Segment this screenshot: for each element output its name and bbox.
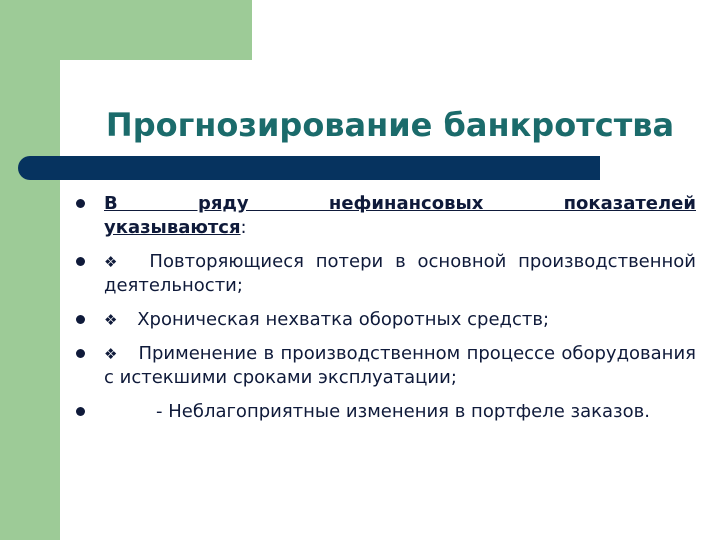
bullet-text: Применение в производственном процессе оборудования с истекшими сроками эксплуатации; [104,343,696,388]
diamond-marker-icon: ❖ [104,253,124,271]
bullet-text: Повторяющиеся потери в основной производственной деятельности; [104,251,696,296]
bullet-text: Неблагоприятные изменения в портфеле заказов. [168,401,650,422]
bullet-list [74,192,696,434]
bullet-item [74,192,696,240]
left-green-strip [0,0,60,540]
top-green-block [0,0,252,60]
bullet-item [74,308,696,332]
bullet-dot-icon [76,349,85,358]
slide-title: Прогнозирование банкротства [105,106,675,144]
bullet-dot-icon [76,407,85,416]
diamond-marker-icon: ❖ [104,311,118,329]
diamond-marker-icon: ❖ [104,345,119,363]
bullet-item [74,400,696,424]
bullet-item [74,342,696,390]
dash-marker: - [156,401,163,422]
bullet-dot-icon [76,315,85,324]
title-divider-bar [18,156,600,180]
bullet-lead-suffix: : [240,217,247,238]
bullet-dot-icon [76,199,85,208]
bullet-text: Хроническая нехватка оборотных средств; [137,309,550,330]
bullet-dot-icon [76,257,85,266]
bullet-item [74,250,696,298]
bullet-lead-text: В ряду нефинансовых показателей указываются [104,193,696,238]
